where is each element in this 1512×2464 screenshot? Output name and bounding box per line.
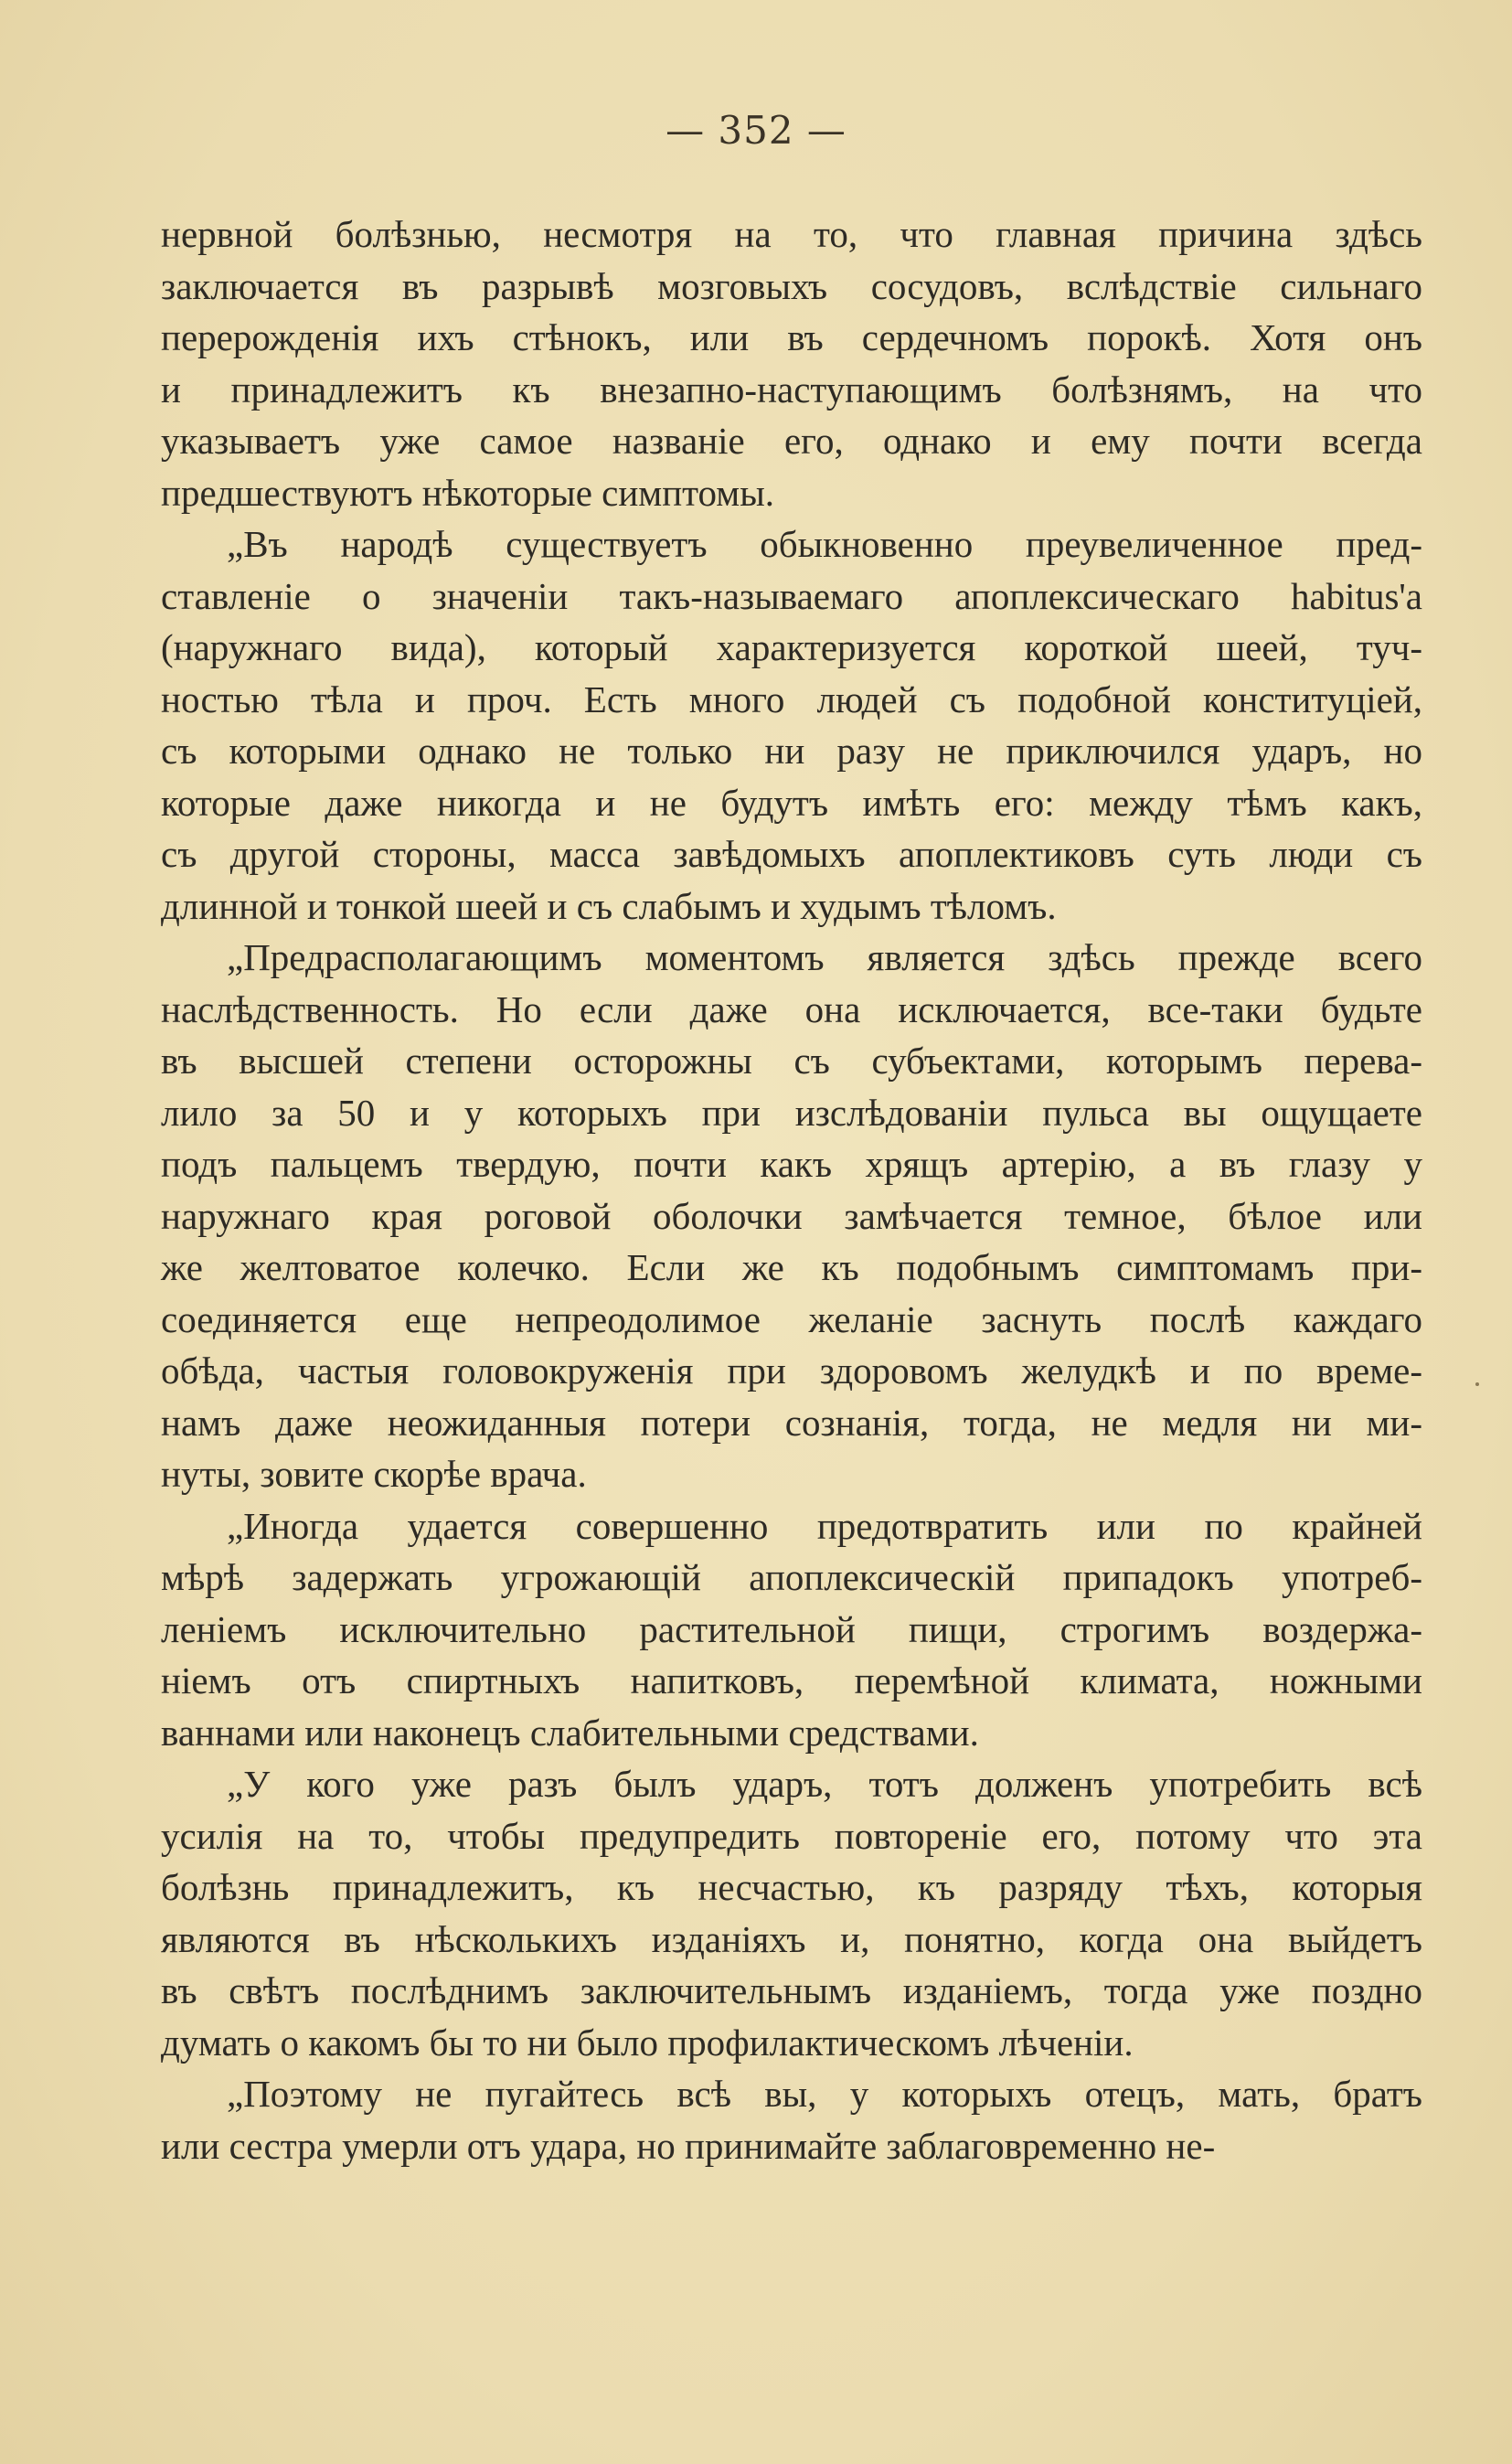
text-line: думать о какомъ бы то ни было профилактическомъ лѣченіи. — [161, 2021, 1134, 2064]
text-line: соединяется еще непреодолимое желаніе заснуть послѣ каждаго — [161, 1297, 1422, 1340]
text-line: длинной и тонкой шеей и съ слабымъ и худымъ тѣломъ. — [161, 884, 1057, 927]
text-line: „Предрасполагающимъ моментомъ является здѣсь прежде всего — [227, 936, 1422, 978]
text-line: „Поэтому не пугайтесь всѣ вы, у которыхъ отецъ, мать, братъ — [227, 2073, 1422, 2115]
text-line: нуты, зовите скорѣе врача. — [161, 1453, 587, 1495]
text-line: наружнаго края роговой оболочки замѣчается темное, бѣлое или — [161, 1194, 1422, 1237]
text-line: перерожденія ихъ стѣнокъ, или въ сердечномъ порокѣ. Хотя онъ — [161, 316, 1422, 358]
text-line: въ свѣтъ послѣднимъ заключительнымъ изданіемъ, тогда уже поздно — [161, 1969, 1422, 2011]
paragraph — [161, 932, 1422, 1500]
text-line: „У кого уже разъ былъ ударъ, тотъ долженъ употребить всѣ — [227, 1763, 1422, 1805]
text-line: обѣда, частыя головокруженія при здоровомъ желудкѣ и по време- — [161, 1349, 1422, 1392]
text-line: болѣзнь принадлежитъ, къ несчастью, къ разряду тѣхъ, которыя — [161, 1866, 1422, 1908]
print-speck — [1475, 1382, 1479, 1386]
text-line: „Въ народѣ существуетъ обыкновенно преувеличенное пред- — [227, 523, 1422, 565]
text-line: наслѣдственность. Но если даже она исключается, все-таки будьте — [161, 987, 1422, 1030]
text-line: леніемъ исключительно растительной пищи, строгимъ воздержа- — [161, 1607, 1422, 1650]
text-line: въ высшей степени осторожны съ субъектами, которымъ перева- — [161, 1040, 1422, 1082]
text-line: съ другой стороны, масса завѣдомыхъ апоплектиковъ суть люди съ — [161, 833, 1422, 875]
paragraph — [161, 208, 1422, 518]
text-line: лило за 50 и у которыхъ при изслѣдованіи пульса вы ощущаете — [161, 1091, 1422, 1134]
text-line: являются въ нѣсколькихъ изданіяхъ и, понятно, когда она выйдетъ — [161, 1917, 1422, 1960]
text-line: подъ пальцемъ твердую, почти какъ хрящъ артерію, а въ глазу у — [161, 1143, 1422, 1185]
text-line: (наружнаго вида), который характеризуется короткой шеей, туч- — [161, 626, 1422, 668]
text-line: ставленіе о значеніи такъ-называемаго апоплексическаго habitus'а — [161, 574, 1422, 617]
page-text — [161, 208, 1422, 2171]
text-line: съ которыми однако не только ни разу не приключился ударъ, но — [161, 730, 1422, 772]
paragraph — [161, 518, 1422, 932]
page-number: — 352 — — [665, 108, 847, 153]
text-line: же желтоватое колечко. Если же къ подобнымъ симптомамъ при- — [161, 1246, 1422, 1288]
text-line: указываетъ уже самое названіе его, однако и ему почти всегда — [161, 420, 1422, 462]
text-line: или сестра умерли отъ удара, но принимайте заблаговременно не- — [161, 2124, 1216, 2167]
text-line: которые даже никогда и не будутъ имѣть его: между тѣмъ какъ, — [161, 781, 1422, 824]
text-line: и принадлежитъ къ внезапно-наступающимъ болѣзнямъ, на что — [161, 368, 1422, 411]
paragraph — [161, 1500, 1422, 1759]
text-line: „Иногда удается совершенно предотвратить или по крайней — [227, 1504, 1422, 1547]
text-line: ніемъ отъ спиртныхъ напитковъ, перемѣной климата, ножными — [161, 1659, 1422, 1701]
text-line: усилія на то, чтобы предупредить повтореніе его, потому что эта — [161, 1814, 1422, 1857]
paragraph — [161, 2068, 1422, 2171]
text-line: мѣрѣ задержать угрожающій апоплексическій припадокъ употреб- — [161, 1556, 1422, 1598]
text-line: ваннами или наконецъ слабительными средствами. — [161, 1711, 979, 1754]
paragraph — [161, 1758, 1422, 2068]
text-line: заключается въ разрывѣ мозговыхъ сосудовъ, вслѣдствіе сильнаго — [161, 264, 1422, 307]
text-line: ностью тѣла и проч. Есть много людей съ подобной конституціей, — [161, 677, 1422, 720]
text-line: намъ даже неожиданныя потери сознанія, тогда, не медля ни ми- — [161, 1401, 1422, 1444]
text-line: нервной болѣзнью, несмотря на то, что главная причина здѣсь — [161, 213, 1422, 255]
text-line: предшествуютъ нѣкоторые симптомы. — [161, 471, 775, 514]
